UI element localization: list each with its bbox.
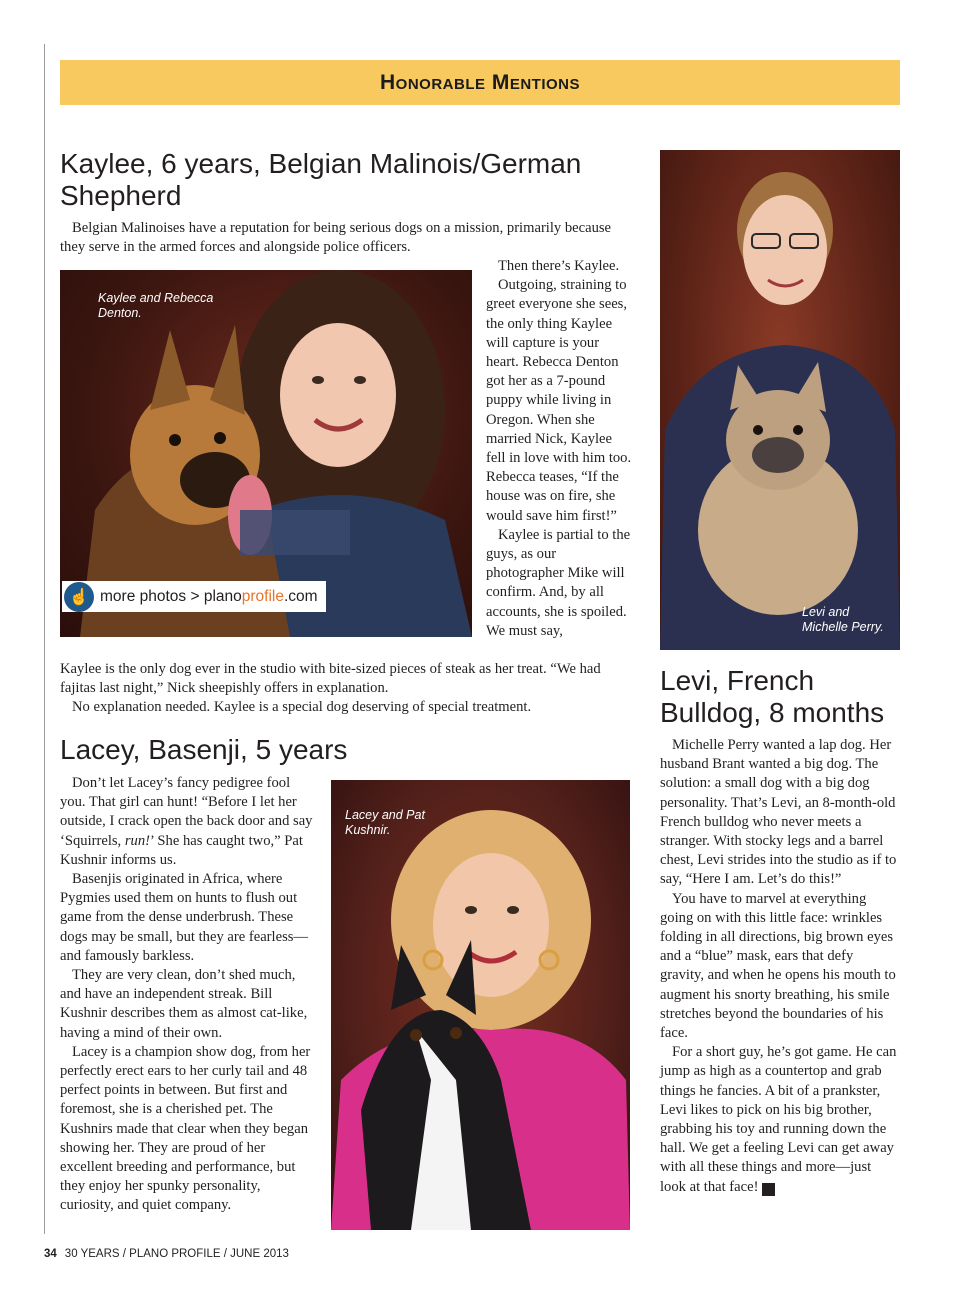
promo-tld: .com (283, 587, 318, 605)
lacey-heading: Lacey, Basenji, 5 years (60, 734, 348, 765)
page-footer (44, 1248, 289, 1260)
lacey-paragraph-1 (60, 774, 316, 870)
lacey-paragraph-3: They are very clean, don’t shed much, and have an independent streak. Bill Kushnir describes them as almost cat-like, having a mind of their own. (60, 967, 308, 1041)
kaylee-intro-paragraph: Belgian Malinoises have a reputation for being serious dogs on a mission, primarily because they serve in the armed forces and alongside police officers. (60, 220, 612, 256)
levi-photo-caption: Levi and Michelle Perry. (802, 605, 884, 634)
lacey-paragraph-4: Lacey is a champion show dog, from her perfectly erect ears to her curly tail and 48 perfect points in between. But first and foremost, she is a cherished pet. The Kushnirs made that clear when they began showing her. They are proud of her excellent breeding and performance, but they enjoy her spunky personality, curiosity, and quiet company. (60, 1043, 311, 1214)
levi-p3-text: For a short guy, he’s got game. He can jump as high as a countertop and grab things he fancies. A bit of a prankster, Levi likes to pick on his big brother, grabbing his toy and running down the hall. We get a feeling Levi can get away with all these things and more—just look at that face! (660, 1044, 897, 1195)
kaylee-paragraph-1: Then there’s Kaylee. (498, 258, 620, 274)
more-photos-link[interactable] (62, 581, 326, 612)
kaylee-side-column (486, 257, 632, 641)
margin-rule (44, 44, 45, 1234)
kaylee-photo-caption: Kaylee and Rebecca Denton. (98, 291, 214, 320)
kaylee-intro (60, 219, 630, 257)
lacey-p1-end: ’ She has caught two,” Pat Kushnir informs us. (60, 832, 303, 868)
footer-text: 30 YEARS / PLANO PROFILE / JUNE 2013 (64, 1248, 289, 1260)
promo-text: more photos > plano (100, 587, 242, 605)
levi-photo (660, 150, 900, 650)
page-number: 34 (44, 1248, 57, 1260)
pointer-hand-icon: ☝ (64, 582, 94, 612)
lacey-text-column (60, 774, 316, 1216)
lacey-photo-illustration (331, 780, 630, 1230)
section-banner (60, 60, 900, 105)
lacey-paragraph-2: Basenjis originated in Africa, where Pygmies used them on hunts to flush out game from the dense underbrush. These dogs may be small, but they are fearless—and famously barkless. (60, 871, 309, 964)
kaylee-paragraph-2: Outgoing, straining to greet everyone she sees, the only thing Kaylee will capture is your heart. Rebecca Denton got her as a 7-pound puppy while living in Oregon. When she married Nick, Kaylee fell in love with him too. Rebecca teases, “If the house was on fire, she would save him first!” (486, 277, 632, 524)
lacey-photo (331, 780, 630, 1230)
levi-text-column (660, 736, 900, 1197)
kaylee-heading: Kaylee, 6 years, Belgian Malinois/German Shepherd (60, 148, 582, 211)
kaylee-paragraph-4: No explanation needed. Kaylee is a special dog deserving of special treatment. (72, 699, 532, 716)
levi-paragraph-3 (660, 1043, 900, 1197)
lacey-p1-start: Don’t let Lacey’s fancy pedigree fool you. That girl can hunt! “Before I let her outside, I crack open the back door and say ‘Squirrels, (60, 775, 313, 849)
lacey-p1-emphasis: run! (124, 832, 150, 849)
promo-site-accent: profile (241, 587, 284, 605)
levi-heading: Levi, French Bulldog, 8 months (660, 665, 885, 728)
section-title: Honorable Mentions (380, 70, 580, 94)
kaylee-paragraph-3a: Kaylee is partial to the guys, as our photographer Mike will confirm. And, by all accounts, she is spoiled. We must say, (486, 526, 631, 639)
levi-paragraph-2: You have to marvel at everything going on with this little face: wrinkles folding in all directions, big brown eyes and a “blue” mask, ears that defy gravity, and when he opens his mouth to augment his snorty breathing, his smile stretches beyond the boundaries of his face. (660, 890, 896, 1042)
kaylee-paragraph-3b: Kaylee is the only dog ever in the studio with bite-sized pieces of steak as her treat. “We had fajitas last night,” Nick sheepishly offers in explanation. (60, 661, 601, 697)
lacey-photo-caption: Lacey and Pat Kushnir. (345, 808, 425, 837)
end-mark-icon: p (762, 1183, 775, 1196)
levi-photo-illustration (660, 150, 900, 650)
levi-paragraph-1: Michelle Perry wanted a lap dog. Her husband Brant wanted a big dog. The solution: a small dog with a big dog personality. That’s Levi, an 8-month-old French bulldog who never meets a stranger. With stocky legs and a barrel chest, Levi strides into the studio as if to say, “Here I am. Let’s do this!” (660, 737, 897, 888)
kaylee-bottom-text (60, 660, 635, 718)
